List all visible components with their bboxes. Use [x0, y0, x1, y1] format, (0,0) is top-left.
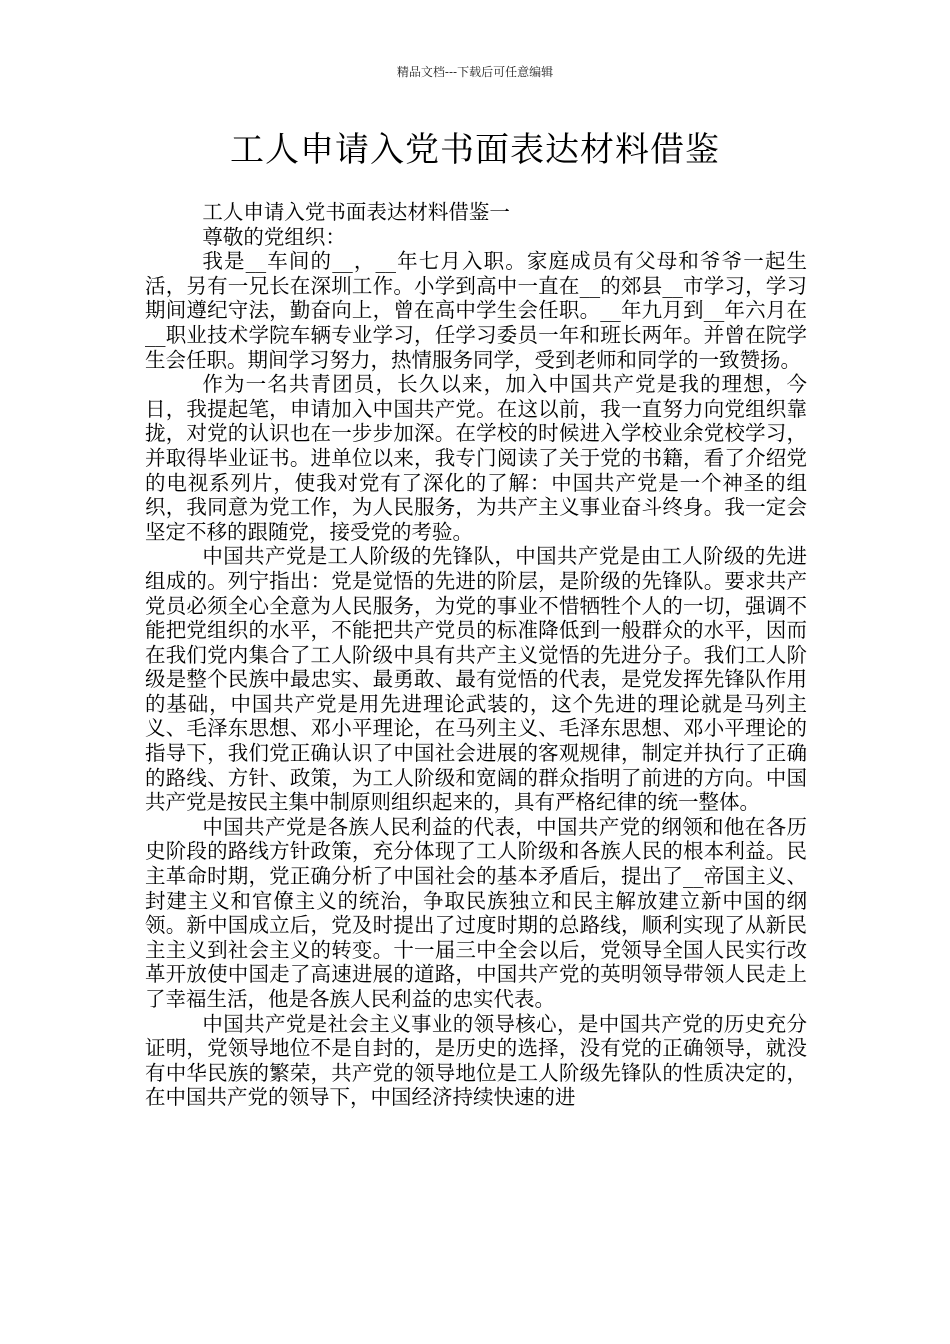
document-title: 工人申请入党书面表达材料借鉴 — [230, 130, 720, 170]
paragraph-1: 我是__车间的__，__年七月入职。家庭成员有父母和爷爷一起生活，另有一兄长在深圳工作。小学到高中一直在__的郊县__市学习，学习期间遵纪守法，勤奋向上，曾在高中学生会任职。__年九月到__年六月在__职业技术学院车辆专业学习，任学习委员一年和班长两年。并曾在院学生会任职。期间学习努力，热情服务同学，受到老师和同学的一致赞扬。 — [145, 249, 807, 372]
salutation: 尊敬的党组织： — [202, 224, 346, 249]
document-body — [145, 200, 807, 1110]
paragraph-5: 中国共产党是社会主义事业的领导核心，是中国共产党的历史充分证明，党领导地位不是自封的，是历史的选择，没有党的正确领导，就没有中华民族的繁荣，共产党的领导地位是工人阶级先锋队的性质决定的，在中国共产党的领导下，中国经济持续快速的进 — [145, 1011, 807, 1110]
header-note: 精品文档---下载后可任意编辑 — [396, 65, 554, 79]
paragraph-2: 作为一名共青团员，长久以来，加入中国共产党是我的理想，今日，我提起笔，申请加入中国共产党。在这以前，我一直努力向党组织靠拢，对党的认识也在一步步加深。在学校的时候进入学校业余党校学习，并取得毕业证书。进单位以来，我专门阅读了关于党的书籍，看了介绍党的电视系列片，使我对党有了深化的了解：中国共产党是一个神圣的组织，我同意为党工作，为人民服务，为共产主义事业奋斗终身。我一定会坚定不移的跟随党，接受党的考验。 — [145, 372, 807, 544]
document-subtitle: 工人申请入党书面表达材料借鉴一 — [202, 200, 510, 224]
paragraph-3: 中国共产党是工人阶级的先锋队，中国共产党是由工人阶级的先进组成的。列宁指出：党是觉悟的先进的阶层，是阶级的先锋队。要求共产党员必须全心全意为人民服务，为党的事业不惜牺牲个人的一切，强调不能把党组织的水平，不能把共产党员的标准降低到一般群众的水平，因而在我们党内集合了工人阶级中具有共产主义觉悟的先进分子。我们工人阶级是整个民族中最忠实、最勇敢、最有觉悟的代表，是党发挥先锋队作用的基础，中国共产党是用先进理论武装的，这个先进的理论就是马列主义、毛泽东思想、邓小平理论，在马列主义、毛泽东思想、邓小平理论的指导下，我们党正确认识了中国社会进展的客观规律，制定并执行了正确的路线、方针、政策，为工人阶级和宽阔的群众指明了前进的方向。中国共产党是按民主集中制原则组织起来的，具有严格纪律的统一整体。 — [145, 544, 807, 815]
paragraph-4: 中国共产党是各族人民利益的代表，中国共产党的纲领和他在各历史阶段的路线方针政策，充分体现了工人阶级和各族人民的根本利益。民主革命时期，党正确分析了中国社会的基本矛盾后，提出了__帝国主义、封建主义和官僚主义的统治，争取民族独立和民主解放建立新中国的纲领。新中国成立后，党及时提出了过度时期的总路线，顺利实现了从新民主主义到社会主义的转变。十一届三中全会以后，党领导全国人民实行改革开放使中国走了高速进展的道路，中国共产党的英明领导带领人民走上了幸福生活，他是各族人民利益的忠实代表。 — [145, 814, 807, 1011]
